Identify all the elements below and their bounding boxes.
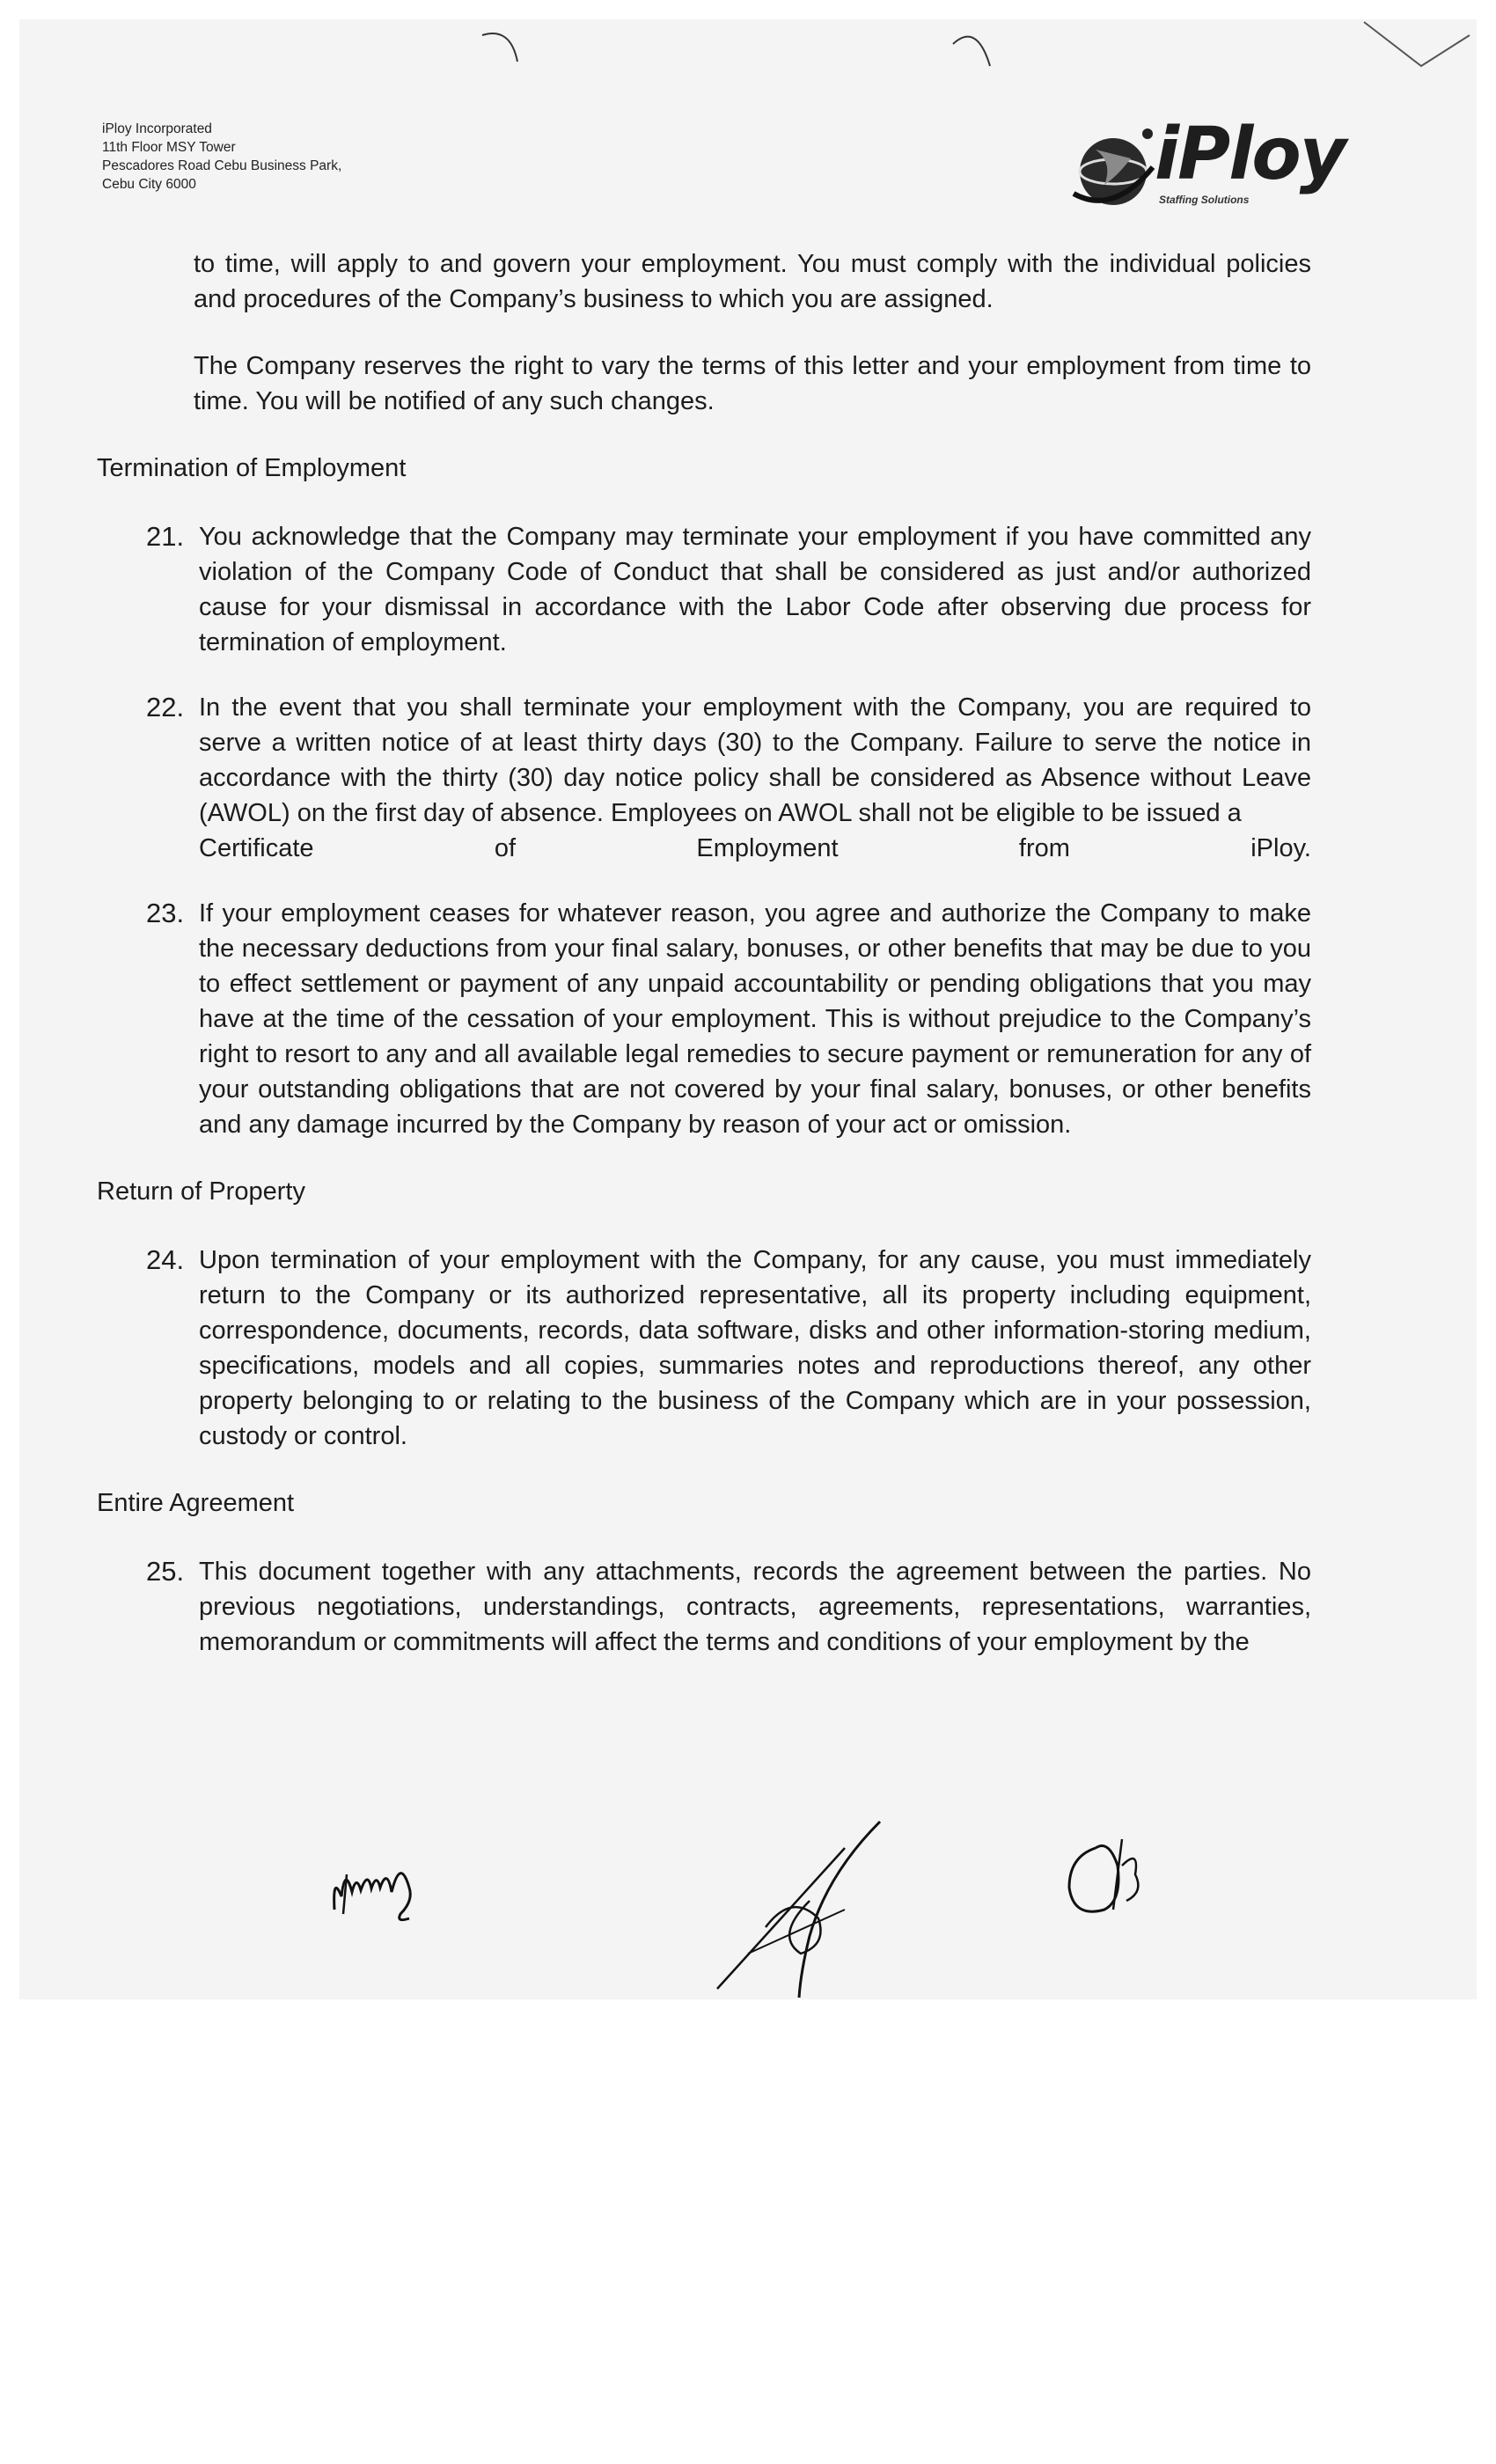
iploy-logo xyxy=(1065,113,1346,211)
clause-number: 23. xyxy=(146,898,185,928)
clause-text: This document together with any attachments, records the agreement between the parties. No previous negotiations, understandings, contracts, agreements, representations, warranties, memorandum or commitments will affect the terms and conditions of your employment by the xyxy=(199,1558,1311,1656)
signature-1 xyxy=(326,1848,449,1927)
clause-22 xyxy=(97,690,1311,866)
signature-row xyxy=(0,1795,1496,1989)
entire-agreement-clauses xyxy=(97,1554,1346,1660)
word: from xyxy=(1018,834,1070,862)
clause-21 xyxy=(97,519,1311,660)
word: of xyxy=(494,834,517,862)
signature-3 xyxy=(1056,1830,1188,1927)
clause-number: 25. xyxy=(146,1556,185,1587)
word: Employment xyxy=(696,834,839,862)
clause-24 xyxy=(97,1243,1311,1454)
logo-tagline: Staffing Solutions xyxy=(1159,194,1250,206)
intro-paragraph-2: The Company reserves the right to vary the terms of this letter and your employment from time to time. You will be notified of any such changes. xyxy=(194,352,1311,415)
clause-number: 22. xyxy=(146,692,185,722)
letterhead-address xyxy=(102,120,341,194)
globe-icon xyxy=(1065,123,1162,211)
logo-wordmark: iPloy xyxy=(1155,113,1346,196)
company-name: iPloy Incorporated xyxy=(102,121,212,136)
word: iPloy. xyxy=(1250,834,1311,862)
clause-text: Upon termination of your employment with the Company, for any cause, you must immediately return to the Company or its authorized representative, all its property including equipment, correspondence, documents, records, data software, disks and other information-storing medium, specifications, models and all copies, summaries notes and reproductions thereof, any other property belonging to or relating to the business of the Company which are in your possession, custody or control. xyxy=(199,1246,1311,1450)
heading-entire-agreement: Entire Agreement xyxy=(97,1489,295,1517)
clause-last-line xyxy=(199,831,1311,866)
address-road: Pescadores Road Cebu Business Park, xyxy=(102,158,342,173)
clause-23 xyxy=(97,896,1311,1142)
clause-text: If your employment ceases for whatever reason, you agree and authorize the Company to make the necessary deductions from your final salary, bonuses, or other benefits that may be due to you to effect settlement or payment of any unpaid accountability or pending obligations that you may have at the time of the cessation of your employment. This is without prejudice to the Company’s right to resort to any and all available legal remedies to secure payment or remuneration for any of your outstanding obligations that are not covered by your final salary, bonuses, or other benefits and any damage incurred by the Company by reason of your act or omission. xyxy=(199,899,1311,1139)
address-floor: 11th Floor MSY Tower xyxy=(102,140,236,155)
clause-25 xyxy=(97,1554,1311,1660)
termination-clauses xyxy=(97,519,1346,1142)
clause-number: 24. xyxy=(146,1244,185,1275)
clause-text: In the event that you shall terminate your employment with the Company, you are required to serve a written notice of at least thirty days (30) to the Company. Failure to serve the notice in accordance with the thirty (30) day notice policy shall be considered as Absence without Leave (AWOL) on the first day of absence. Employees on AWOL shall not be eligible to be issued a xyxy=(199,693,1311,827)
clause-text: You acknowledge that the Company may terminate your employment if you have committed any violation of the Company Code of Conduct that shall be considered as just and/or authorized cause for your dismissal in accordance with the Labor Code after observing due process for termination of employment. xyxy=(199,523,1311,656)
signature-2 xyxy=(713,1813,898,2006)
return-property-clauses xyxy=(97,1243,1346,1454)
address-city: Cebu City 6000 xyxy=(102,177,196,192)
heading-termination: Termination of Employment xyxy=(97,454,407,482)
clause-number: 21. xyxy=(146,521,185,552)
letter-body xyxy=(97,246,1346,1660)
word: Certificate xyxy=(199,834,314,862)
intro-paragraph-1: to time, will apply to and govern your employment. You must comply with the individual policies and procedures of the Company’s business to which you are assigned. xyxy=(194,250,1311,313)
heading-return-of-property: Return of Property xyxy=(97,1177,305,1206)
